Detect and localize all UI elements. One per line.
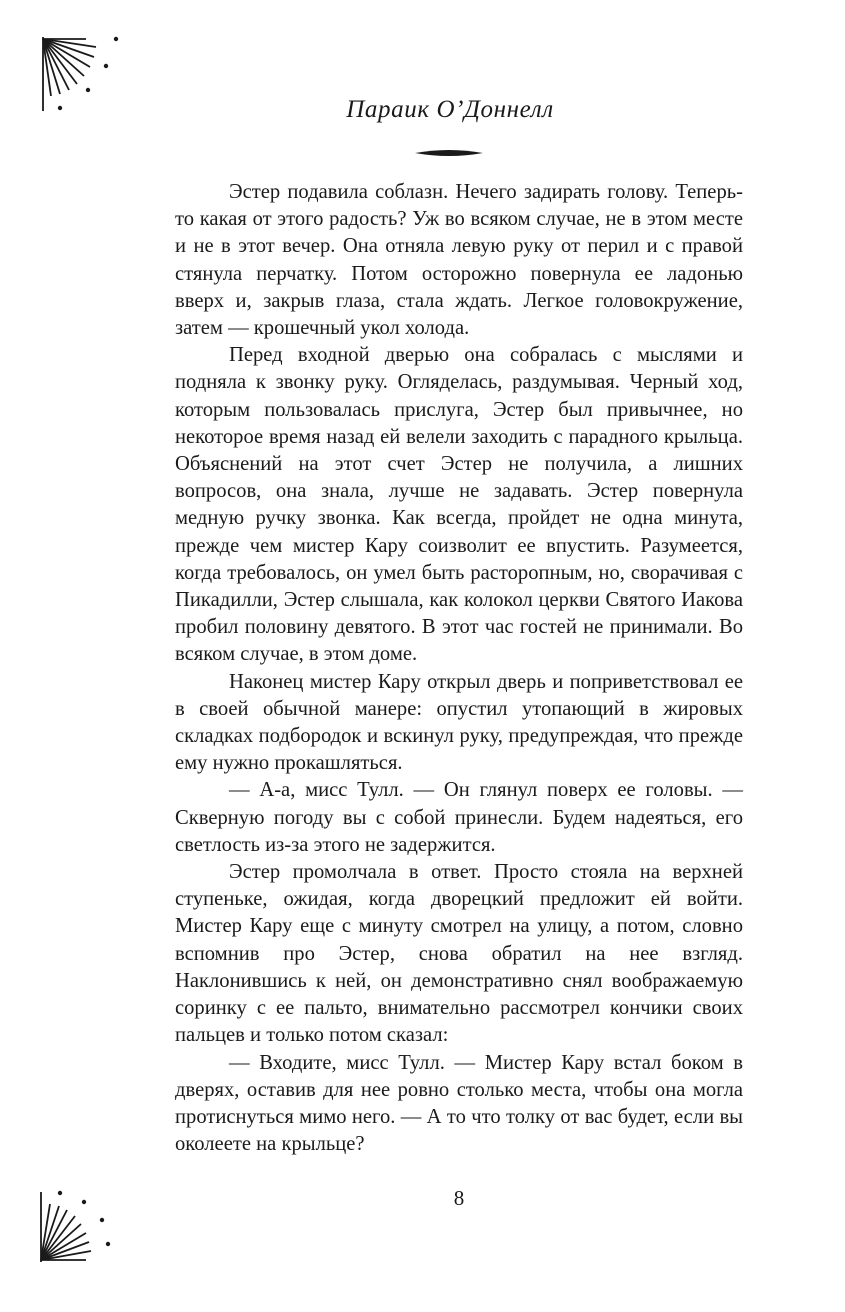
- running-head-author: Параик О’Доннелл: [346, 96, 554, 123]
- page-number: 8: [453, 1186, 465, 1210]
- paragraph: Эстер подавила соблазн. Нечего задирать голову. Теперь-то какая от этого радость? Уж во всяком случае, не в этом месте и не в этот вечер. Она отняла левую руку от перил и с правой стянула перчатку. Потом осторожно повернула ее ладонью вверх и, закрыв глаза, стала ждать. Легкое головокружение, затем — крошечный укол холода.: [175, 181, 743, 340]
- paragraph-dialogue: — Входите, мисс Тулл. — Мистер Кару встал боком в дверях, оставив для нее ровно столько места, чтобы она могла протиснуться мимо него. — А то что толку от вас будет, если вы околеете на крыльце?: [175, 1051, 743, 1156]
- paragraph: Наконец мистер Кару открыл дверь и поприветствовал ее в своей обычной манере: опустил утопающий в жировых складках подбородок и вскинул руку, предупреждая, что прежде ему нужно прокашляться.: [175, 670, 743, 775]
- body-text: [175, 179, 743, 1158]
- sunburst-corner-icon: [36, 1188, 114, 1264]
- paragraph: Перед входной дверью она собралась с мыслями и подняла к звонку руку. Огляделась, раздумывая. Черный ход, которым пользовалась прислуга, Эстер был привычнее, но некоторое время назад ей велели заходить с парадного крыльца. Объяснений на этот счет Эстер не получила, а лишних вопросов, она знала, лучше не задавать. Эстер повернула медную ручку звонка. Как всегда, пройдет не одна минута, прежде чем мистер Кару соизволит ее впустить. Разумеется, когда требовалось, он умел быть расторопным, но, сворачивая с Пикадилли, Эстер слышала, как колокол церкви Святого Иакова пробил половину девятого. В этот час гостей не принимали. Во всяком случае, в этом доме.: [175, 344, 743, 666]
- paragraph-dialogue: — А-а, мисс Тулл. — Он глянул поверх ее головы. — Скверную погоду вы с собой принесли. Будем надеяться, его светлость из-за этого не задержится.: [175, 779, 743, 856]
- tapered-rule-icon: [415, 147, 483, 159]
- paragraph: Эстер промолчала в ответ. Просто стояла на верхней ступеньке, ожидая, когда дворецкий предложит ей войти. Мистер Кару еще с минуту смотрел на улицу, а потом, словно вспомнив про Эстер, снова обратил на нее взгляд. Наклонившись к ней, он демонстративно снял воображаемую соринку с ее пальто, внимательно рассмотрел кончики своих пальцев и только потом сказал:: [175, 861, 743, 1047]
